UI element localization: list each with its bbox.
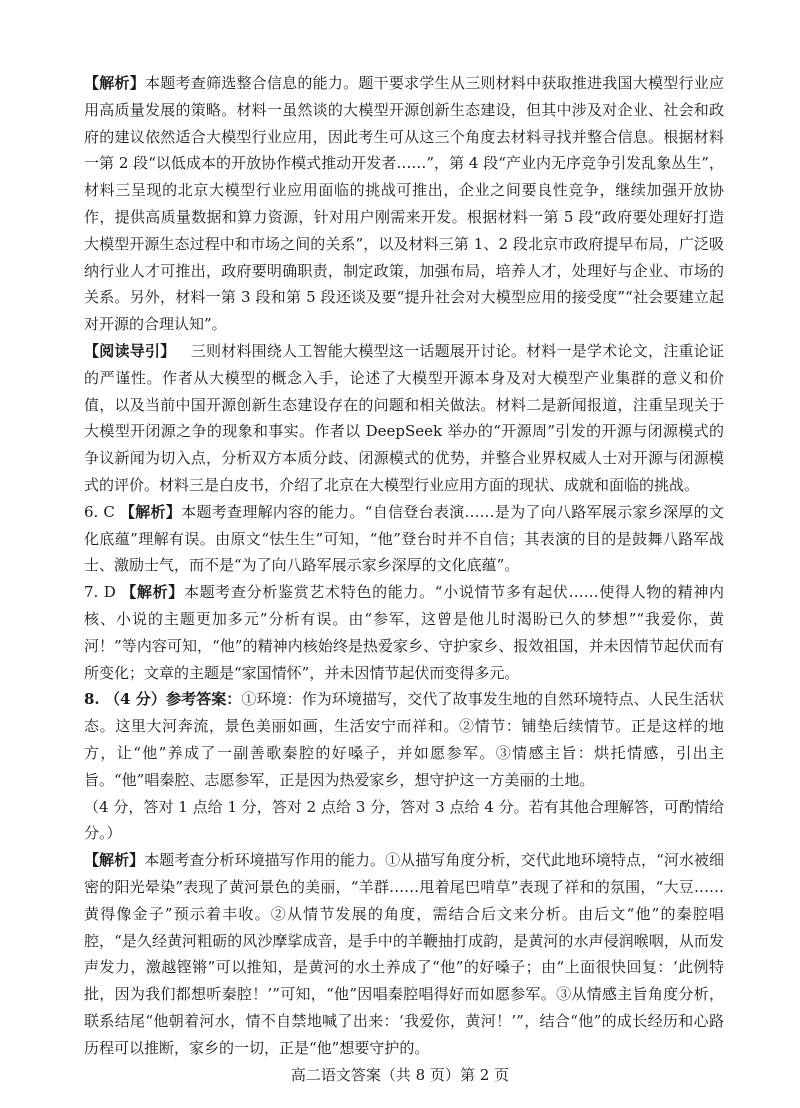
reading-guide-label: 【阅读导引】 (84, 341, 176, 360)
analysis-q8 (84, 847, 724, 1061)
answer-q7 (84, 579, 724, 686)
analysis-label: 【解析】 (84, 851, 145, 870)
scoring-note: （4 分，答对 1 点给 1 分，答对 2 点给 3 分，答对 3 点给 4 分。若有其他合理解答，可酌情给分。） (84, 797, 724, 843)
reading-guide-text: 三则材料围绕人工智能大模型这一话题展开讨论。材料一是学术论文，注重论证的严谨性。作者从大模型的概念入手，论述了大模型开源本身及对大模型产业集群的意义和价值，以及当前中国开源创新生态建设存在的问题和相关做法。材料二是新闻报道，注重呈现关于大模型开闭源之争的现象和事实。作者以 DeepSeek 举办的“开源周”引发的开源与闭源模式的争议新闻为切入点，分析双方本质分歧、闭源模式的优势，并整合业界权威人士对开源与闭源模式的评价。材料三是白皮书，介绍了北京在大模型行业应用方面的现状、成就和面临的挑战。 (84, 341, 724, 494)
analysis-text: 本题考查筛选整合信息的能力。题干要求学生从三则材料中获取推进我国大模型行业应用高质量发展的策略。材料一虽然谈的大模型开源创新生态建设，但其中涉及对企业、社会和政府的建议依然适合大模型行业应用，因此考生可从这三个角度去材料寻找并整合信息。根据材料一第 2 段“以低成本的开放协作模式推动开发者……”，第 4 段“产业内无序竞争引发乱象丛生”，材料三呈现的北京大模型行业应用面临的挑战可推出，企业之间要良性竞争，继续加强开放协作，提供高质量数据和算力资源，针对用户刚需来开发。根据材料一第 5 段“政府要处理好打造大模型开源生态过程中和市场之间的关系”，以及材料三第 1、2 段北京市政府提早布局，广泛吸纳行业人才可推出，政府要明确职责，制定政策，加强布局，培养人才，处理好与企业、市场的关系。另外，材料一第 3 段和第 5 段还谈及要“提升社会对大模型应用的接受度”“社会要建立起对开源的合理认知”。 (84, 74, 724, 334)
answer-q8-prefix: 8. （4 分） (84, 690, 166, 709)
analysis-text: 本题考查理解内容的能力。“自信登台表演……是为了向八路军展示家乡深厚的文化底蕴”理解有误。由原文“怯生生”可知，“他”登台时并不自信；其表演的目的是鼓舞八路军战士、激励士气，而不是“为了向八路军展示家乡深厚的文化底蕴”。 (84, 502, 724, 575)
answer-q6 (84, 499, 724, 579)
reference-answer-text: ①环境：作为环境描写，交代了故事发生地的自然环境特点、人民生活状态。这里大河奔流，景色美丽如画，生活安宁而祥和。②情节：铺垫后续情节。正是这样的地方，让“他”养成了一副善歌秦腔的好嗓子，并如愿参军。③情感主旨：烘托情感，引出主旨。“他”唱秦腔、志愿参军，正是因为热爱家乡，想守护这一方美丽的土地。 (84, 690, 724, 789)
answer-q7-prefix: 7. D (84, 583, 122, 602)
analysis-label: 【解析】 (84, 74, 145, 92)
analysis-text: 本题考查分析鉴赏艺术特色的能力。“小说情节多有起伏……使得人物的精神内核、小说的主题更加多元”分析有误。由“参军，这曾是他儿时渴盼已久的梦想”“我爱你，黄河！”等内容可知，“他”的精神内核始终是热爱家乡、守护家乡、报效祖国，并未因情节起伏而有所变化；文章的主题是“家国情怀”，并未因情节起伏而变得多元。 (84, 583, 724, 682)
answer-q8 (84, 686, 724, 793)
analysis-q5 (84, 70, 724, 338)
analysis-text: 本题考查分析环境描写作用的能力。①从描写角度分析，交代此地环境特点，“河水被细密的阳光晕染”表现了黄河景色的美丽，“羊群……甩着尾巴啃草”表现了祥和的氛围，“大豆……黄得像金子”预示着丰收。②从情节发展的角度，需结合后文来分析。由后文“他”的秦腔唱腔，“是久经黄河粗砺的风沙摩挲成音，是手中的羊鞭抽打成韵，是黄河的水声侵润喉咽，从而发声发力，激越铿锵”可以推知，是黄河的水土养成了“他”的好嗓子；由“上面很快回复：‘此例特批，因为我们都想听秦腔！’”可知，“他”因唱秦腔唱得好而如愿参军。③从情感主旨角度分析，联系结尾“他朝着河水，情不自禁地喊了出来：‘我爱你，黄河！’”，结合“他”的成长经历和心路历程可以推断，家乡的一切，正是“他”想要守护的。 (84, 851, 724, 1057)
answer-page-body (84, 70, 724, 1061)
page-footer: 高二语文答案（共 8 页）第 2 页 (290, 1066, 510, 1084)
analysis-label: 【解析】 (121, 583, 184, 602)
reading-guide (84, 338, 724, 499)
answer-q6-prefix: 6. C (84, 502, 120, 521)
analysis-label: 【解析】 (119, 502, 182, 521)
reference-answer-label: 参考答案： (165, 690, 242, 709)
